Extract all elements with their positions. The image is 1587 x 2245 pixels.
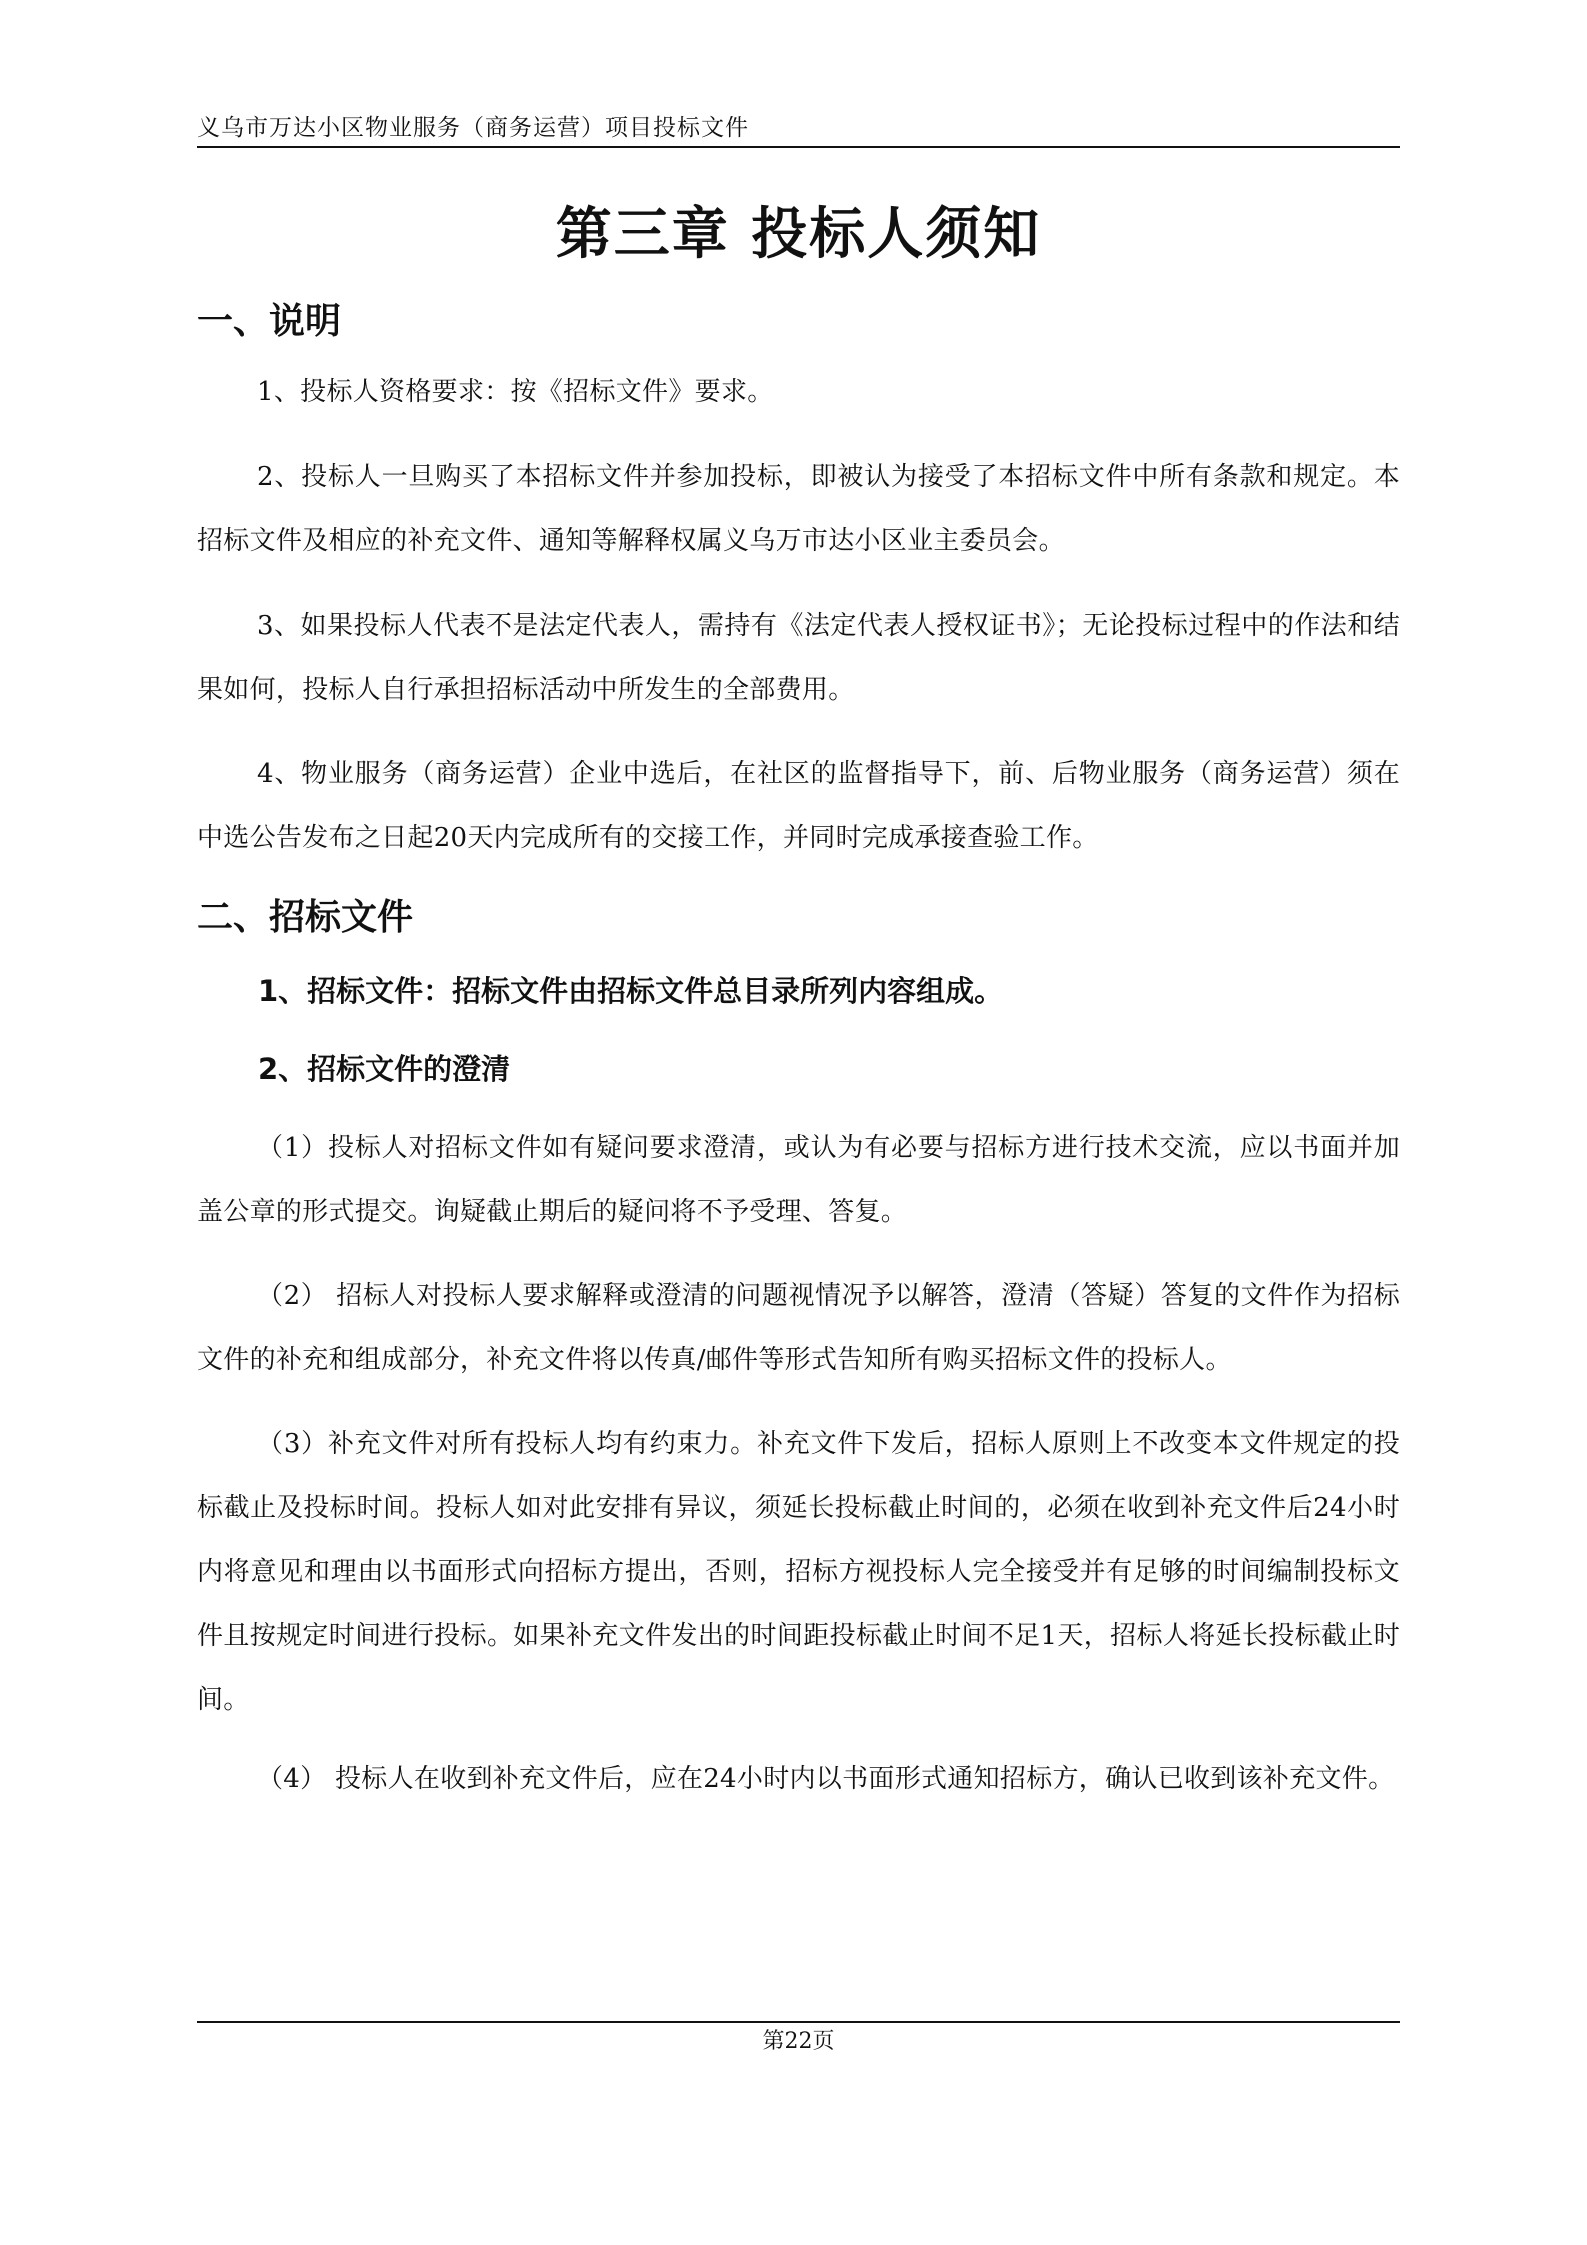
running-header: 义乌市万达小区物业服务（商务运营）项目投标文件 — [197, 112, 1400, 148]
paragraph-2-1: （1）投标人对招标文件如有疑问要求澄清，或认为有必要与招标方进行技术交流，应以书面并加盖公章的形式提交。询疑截止期后的疑问将不予受理、答复。 — [197, 1133, 1400, 1227]
paragraph-1-4: 4、物业服务（商务运营）企业中选后，在社区的监督指导下，前、后物业服务（商务运营）须在中选公告发布之日起20天内完成所有的交接工作，并同时完成承接查验工作。 — [197, 759, 1400, 853]
paragraph-1-2: 2、投标人一旦购买了本招标文件并参加投标，即被认为接受了本招标文件中所有条款和规定。本招标文件及相应的补充文件、通知等解释权属义乌万市达小区业主委员会。 — [197, 462, 1400, 556]
paragraph-2-4: （4） 投标人在收到补充文件后，应在24小时内以书面形式通知招标方，确认已收到该补充文件。 — [257, 1764, 1395, 1794]
subheading-clarification: 2、招标文件的澄清 — [258, 1052, 511, 1086]
section-heading-tender-docs: 二、招标文件 — [197, 897, 414, 938]
footer-divider — [197, 2021, 1400, 2023]
paragraph-2-3: （3）补充文件对所有投标人均有约束力。补充文件下发后，招标人原则上不改变本文件规定的投标截止及投标时间。投标人如对此安排有异议，须延长投标截止时间的，必须在收到补充文件后24小时内将意见和理由以书面形式向招标方提出，否则，招标方视投标人完全接受并有足够的时间编制投标文件且按规定时间进行投标。如果补充文件发出的时间距投标截止时间不足1天，招标人将延长投标截止时间。 — [197, 1429, 1400, 1715]
page-number: 第22页 — [762, 2029, 835, 2054]
chapter-title: 第三章 投标人须知 — [555, 202, 1042, 267]
paragraph-1-1: 1、投标人资格要求：按《招标文件》要求。 — [257, 377, 774, 407]
paragraph-1-3: 3、如果投标人代表不是法定代表人，需持有《法定代表人授权证书》；无论投标过程中的作法和结果如何，投标人自行承担招标活动中所发生的全部费用。 — [197, 611, 1400, 705]
section-heading-explanation: 一、说明 — [197, 301, 342, 342]
paragraph-2-2: （2） 招标人对投标人要求解释或澄清的问题视情况予以解答，澄清（答疑）答复的文件作为招标文件的补充和组成部分，补充文件将以传真/邮件等形式告知所有购买招标文件的投标人。 — [197, 1281, 1400, 1375]
subheading-tender-docs: 1、招标文件：招标文件由招标文件总目录所列内容组成。 — [258, 974, 1004, 1008]
